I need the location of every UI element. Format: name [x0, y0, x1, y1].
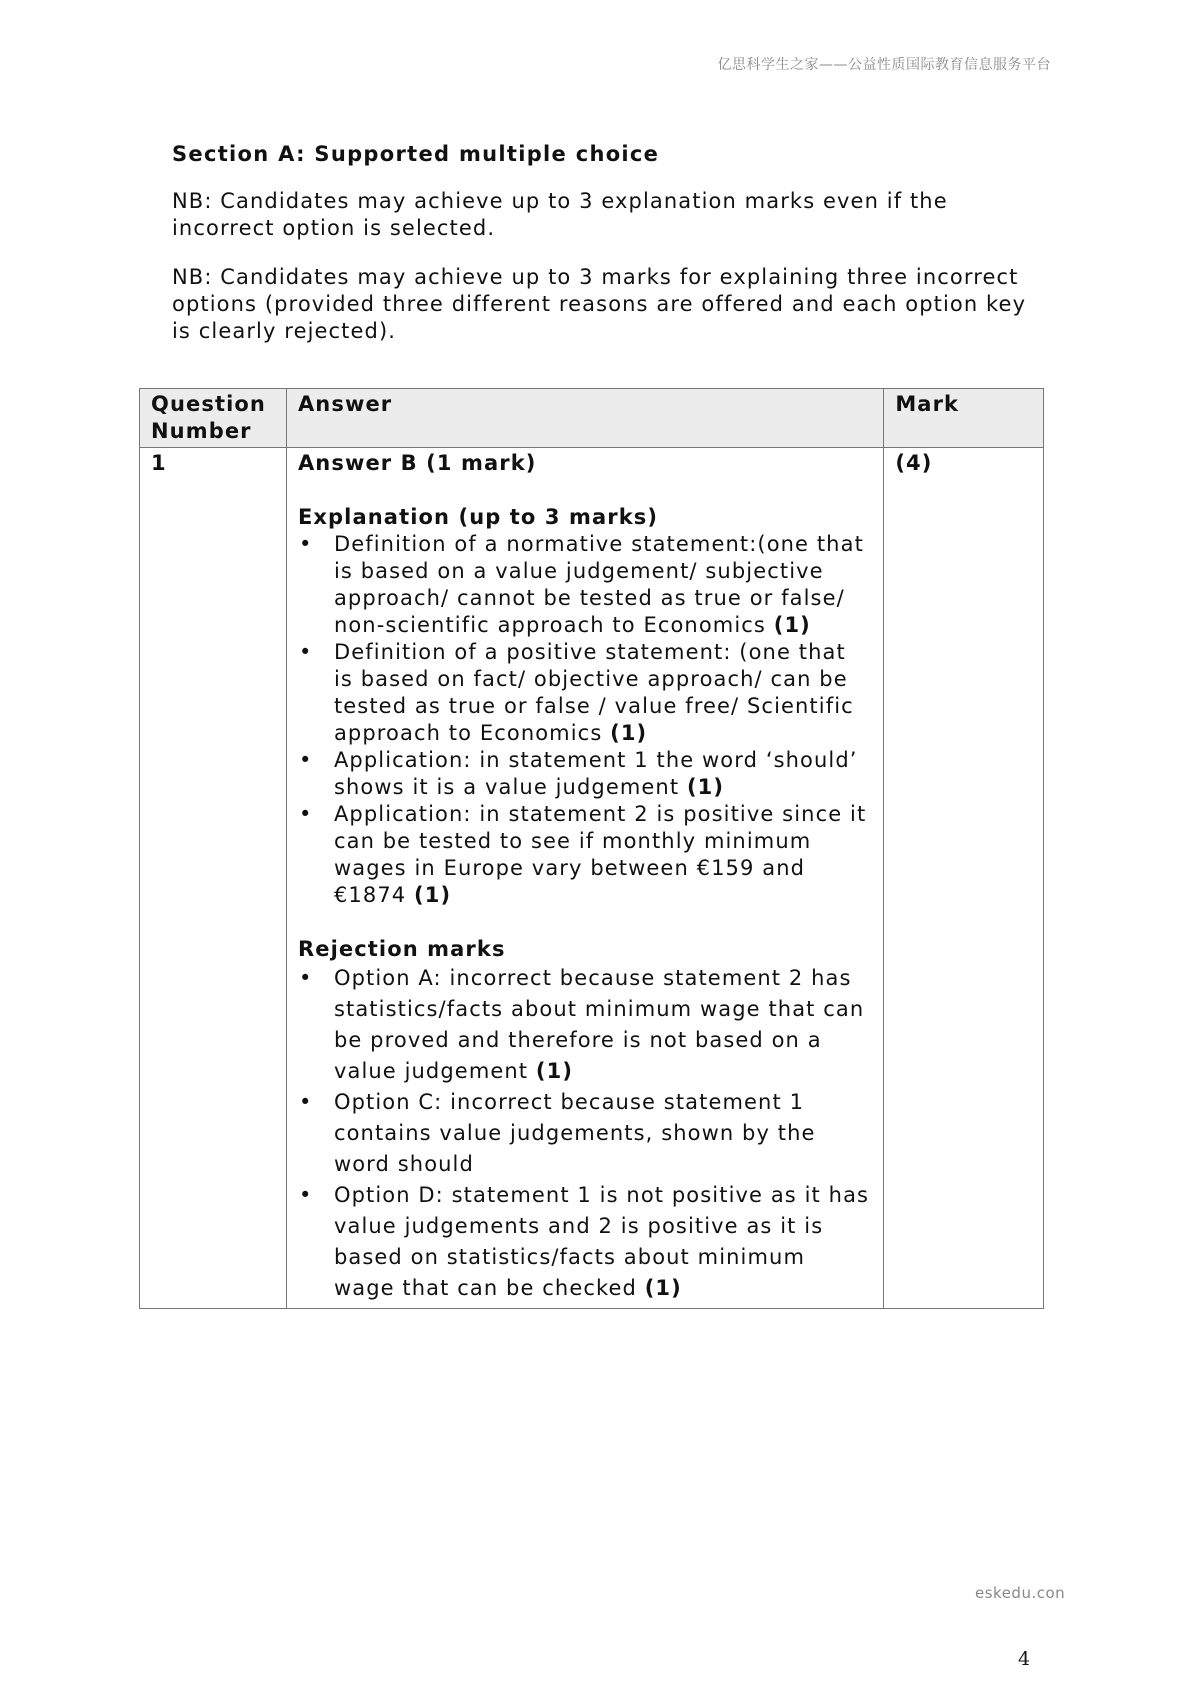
list-item: [298, 747, 872, 801]
list-item: [298, 531, 872, 639]
list-item: [298, 801, 872, 909]
table-row: [140, 448, 1044, 1309]
item-text: Option D: statement 1 is not positive as it has value judgements and 2 is positive as it is based on statistics/facts about minimum wage that can be checked: [333, 1183, 870, 1300]
item-mark: (1): [414, 883, 452, 907]
section-content: [172, 142, 1032, 367]
item-text: Option A: incorrect because statement 2 has statistics/facts about minimum wage that can be proved and therefore is not based on a value judgement: [333, 966, 865, 1083]
item-mark: (1): [644, 1276, 682, 1300]
item-mark: (1): [535, 1059, 574, 1083]
list-item: [298, 1087, 872, 1180]
page-number: 4: [1018, 1648, 1031, 1670]
answer-line: Answer B (1 mark): [297, 451, 537, 475]
header-answer: Answer: [286, 389, 883, 448]
question-number: 1: [140, 448, 287, 1309]
table-header-row: [140, 389, 1044, 448]
answer-cell: [286, 448, 883, 1309]
item-text: Option C: incorrect because statement 1 contains value judgements, shown by the word should: [333, 1090, 816, 1176]
item-mark: (1): [686, 775, 725, 799]
item-text: Definition of a normative statement:(one that is based on a value judgement/ subjective approach/ cannot be tested as true or false/ non-scientific approach to Economics: [333, 532, 864, 637]
item-text: Application: in statement 2 is positive since it can be tested to see if monthly minimum wages in Europe vary between €159 and €1874: [333, 802, 867, 907]
rejection-heading: Rejection marks: [297, 937, 506, 961]
note-explanation-marks: NB: Candidates may achieve up to 3 explanation marks even if the incorrect option is selected.: [172, 189, 948, 240]
list-item: [298, 639, 872, 747]
item-mark: (1): [610, 721, 648, 745]
section-title: Section A: Supported multiple choice: [172, 142, 660, 166]
item-text: Application: in statement 1 the word ‘should’ shows it is a value judgement: [333, 748, 858, 799]
mark-scheme-table: [139, 388, 1044, 1309]
explanation-list: [298, 531, 872, 909]
list-item: [298, 963, 872, 1087]
item-text: Definition of a positive statement: (one that is based on fact/ objective approach/ can be tested as true or false / value free/ Scientific approach to Economics: [333, 640, 854, 745]
list-item: [298, 1180, 872, 1304]
header-watermark: 亿思科学生之家——公益性质国际教育信息服务平台: [717, 57, 1051, 73]
header-mark: Mark: [884, 389, 1044, 448]
note-rejection-marks: NB: Candidates may achieve up to 3 marks for explaining three incorrect options (provided three different reasons are offered and each option key is clearly rejected).: [172, 265, 1027, 343]
explanation-heading: Explanation (up to 3 marks): [297, 505, 659, 529]
total-mark: (4): [884, 448, 1044, 1309]
item-mark: (1): [773, 613, 811, 637]
header-question-number: Question Number: [140, 389, 287, 448]
rejection-list: [298, 963, 872, 1304]
footer-url: eskedu.con: [975, 1584, 1066, 1602]
